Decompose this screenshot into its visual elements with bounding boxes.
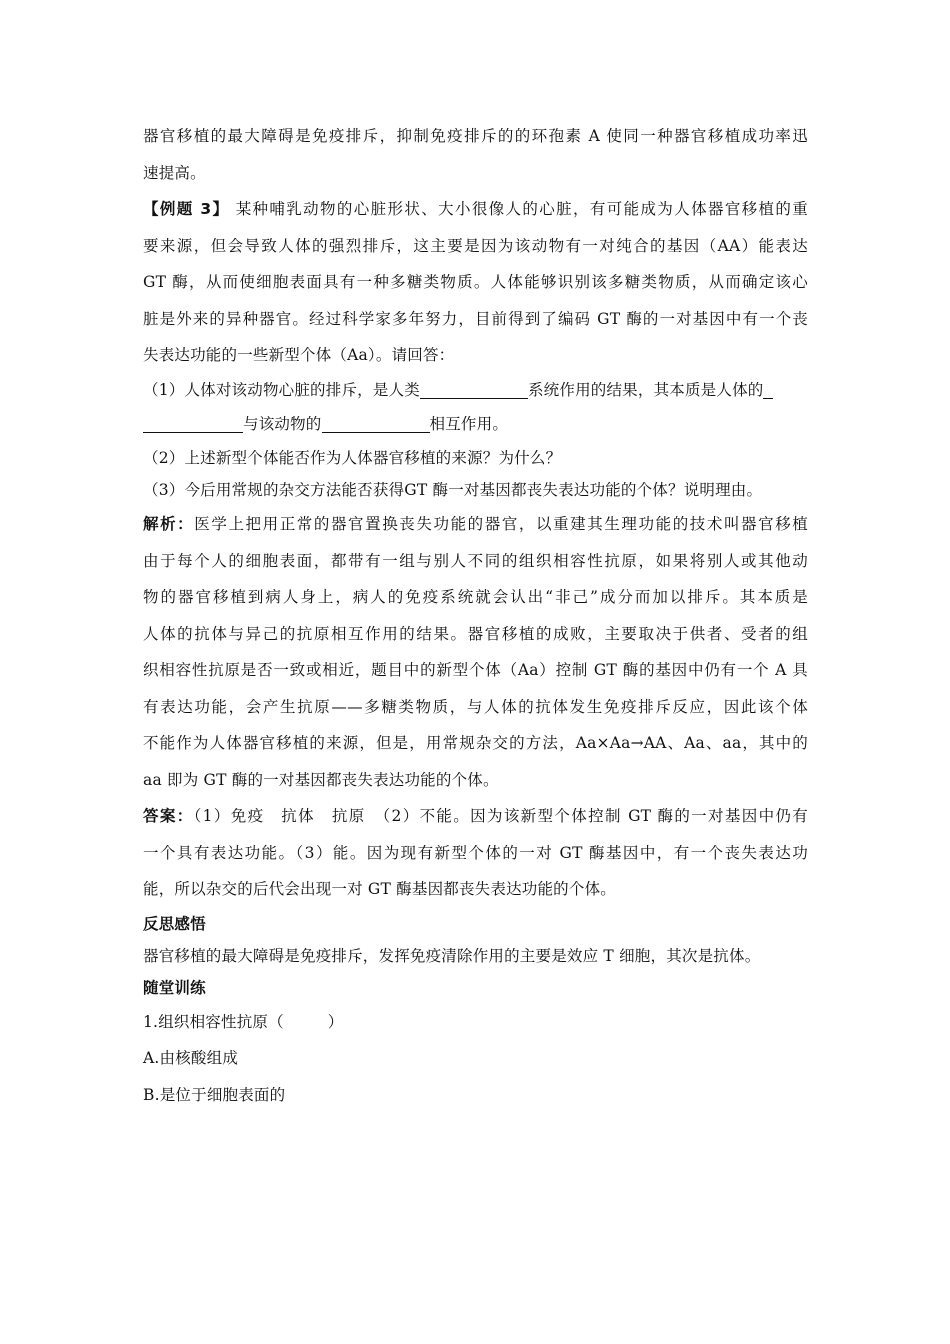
analysis-line-8: aa 即为 GT 酶的一对基因都丧失表达功能的个体。 — [143, 770, 499, 789]
question-1-text-a: （1）人体对该动物心脏的排斥，是人类 — [143, 380, 420, 399]
answer-line-2: 一个具有表达功能。（3）能。因为现有新型个体的一对 GT 酶基因中，有一个丧失表达功 — [143, 843, 808, 862]
analysis-line-3: 物的器官移植到病人身上，病人的免疫系统就会认出“非己”成分而加以排斥。其本质是 — [143, 588, 808, 606]
practice-question-close: ） — [327, 1012, 344, 1031]
example-line-4: 脏是外来的异种器官。经过科学家多年努力，目前得到了编码 GT 酶的一对基因中有一个丧 — [143, 309, 808, 328]
intro-line-2: 速提高。 — [143, 163, 206, 182]
question-2: （2）上述新型个体能否作为人体器官移植的来源？为什么？ — [143, 449, 562, 467]
practice-question-text: 1.组织相容性抗原（ — [143, 1012, 284, 1031]
example-text: 某种哺乳动物的心脏形状、大小很像人的心脏，有可能成为人体器官移植的重 — [235, 200, 808, 218]
analysis-line-6: 有表达功能，会产生抗原——多糖类物质，与人体的抗体发生免疫排斥反应，因此该个体 — [143, 697, 808, 716]
question-1-text-b: 系统作用的结果，其本质是人体的 — [527, 380, 764, 399]
document-body — [143, 118, 808, 1113]
analysis-label: 解析： — [143, 515, 195, 533]
analysis-line-2: 由于每个人的细胞表面，都带有一组与别人不同的组织相容性抗原，如果将别人或其他动 — [143, 551, 808, 570]
answer-text: （1）免疫 抗体 抗原 （2）不能。因为该新型个体控制 GT 酶的一对基因中仍有 — [193, 807, 808, 825]
question-1-text-c: 与该动物的 — [243, 414, 322, 433]
answer-blank-2-cont[interactable] — [143, 412, 243, 433]
question-1-line-2 — [143, 406, 808, 443]
analysis-line-7: 不能作为人体器官移植的来源，但是，用常规杂交的方法，Aa×Aa→AA、Aa、aa，其中的 — [143, 734, 808, 752]
example-line-5: 失表达功能的一些新型个体（Aa）。请回答： — [143, 346, 455, 364]
example-line-3: GT 酶，从而使细胞表面具有一种多糖类物质。人体能够识别该多糖类物质，从而确定该心 — [143, 273, 808, 291]
question-1-line-1 — [143, 374, 808, 406]
intro-line-1: 器官移植的最大障碍是免疫排斥，抑制免疫排斥的的环孢素 A 使同一种器官移植成功率迅 — [143, 127, 808, 145]
reflection-text: 器官移植的最大障碍是免疫排斥，发挥免疫清除作用的主要是效应 T 细胞，其次是抗体。 — [143, 946, 761, 965]
answer-label: 答案： — [143, 807, 194, 825]
reflection-heading: 反思感悟 — [143, 914, 206, 933]
answer-blank-1[interactable] — [420, 378, 528, 399]
question-1-text-d: 相互作用。 — [429, 414, 509, 433]
practice-option-a: A.由核酸组成 — [143, 1049, 239, 1067]
answer-line-1 — [143, 798, 808, 835]
analysis-text: 医学上把用正常的器官置换丧失功能的器官，以重建其生理功能的技术叫器官移植 — [194, 515, 808, 533]
answer-blank-2[interactable] — [763, 378, 773, 399]
example-line-1 — [143, 191, 808, 228]
example-label: 【例题 3】 — [143, 200, 230, 218]
analysis-line-5: 织相容性抗原是否一致或相近，题目中的新型个体（Aa）控制 GT 酶的基因中仍有一个 A 具 — [143, 661, 808, 679]
answer-line-3: 能，所以杂交的后代会出现一对 GT 酶基因都丧失表达功能的个体。 — [143, 880, 616, 898]
analysis-line-1 — [143, 506, 808, 543]
practice-question-1 — [143, 1004, 808, 1041]
practice-heading: 随堂训练 — [143, 978, 206, 997]
analysis-line-4: 人体的抗体与异己的抗原相互作用的结果。器官移植的成败，主要取决于供者、受者的组 — [143, 624, 808, 643]
question-3: （3）今后用常规的杂交方法能否获得GT 酶一对基因都丧失表达功能的个体？说明理由。 — [143, 481, 763, 499]
answer-blank-3[interactable] — [322, 412, 430, 433]
practice-option-b: B.是位于细胞表面的 — [143, 1085, 286, 1104]
example-line-2: 要来源，但会导致人体的强烈排斥，这主要是因为该动物有一对纯合的基因（AA）能表达 — [143, 236, 808, 255]
